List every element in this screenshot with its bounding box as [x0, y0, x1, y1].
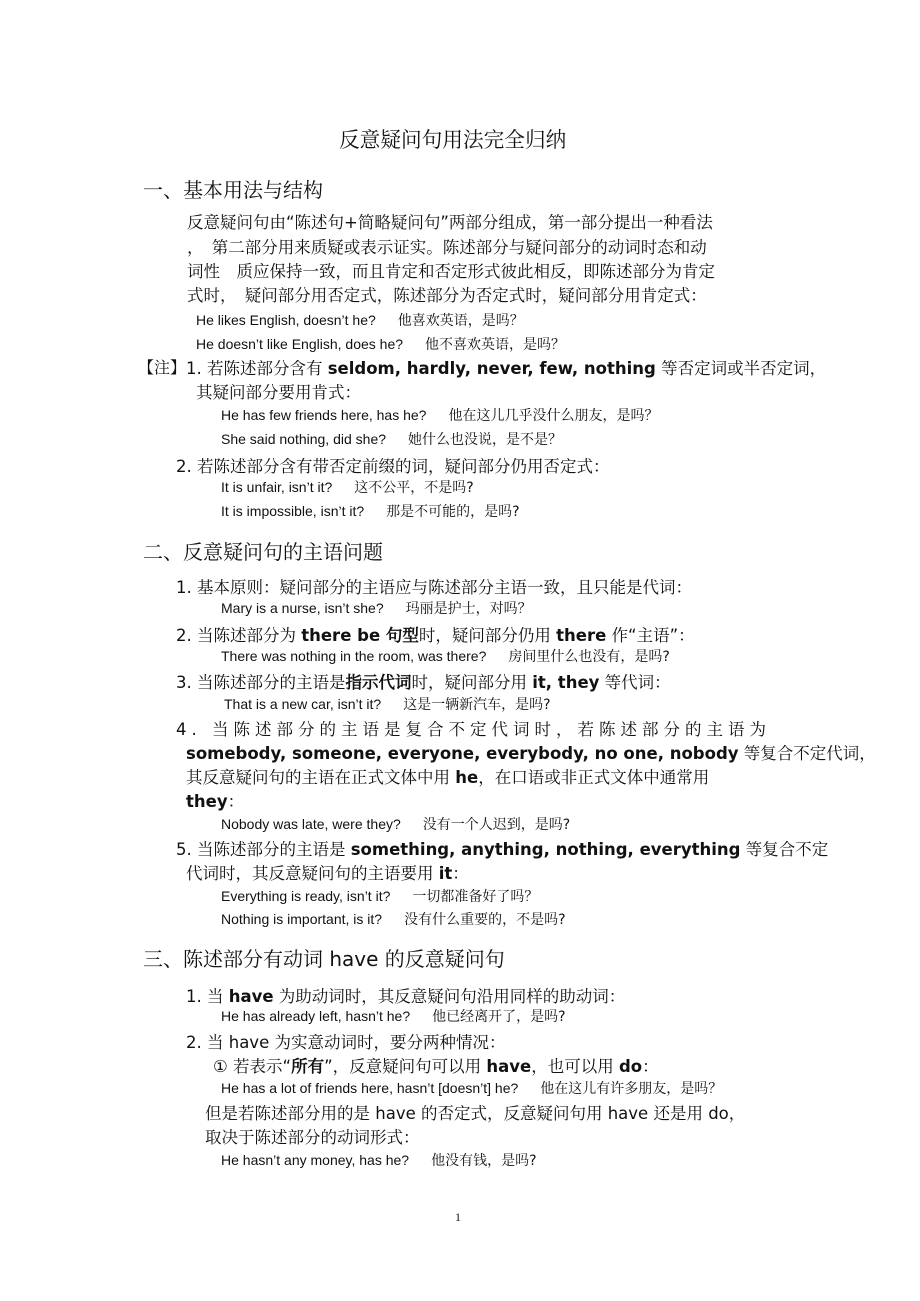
example-line — [221, 477, 474, 497]
paragraph-line — [186, 860, 469, 884]
text: 3. 当陈述部分的主语是 — [176, 673, 346, 692]
paragraph-line: 式时， 疑问部分用否定式，陈述部分为否定式时，疑问部分用肯定式： — [187, 286, 707, 305]
text: 代词时，其反意疑问句的主语要用 — [186, 864, 439, 883]
paragraph-line: 反意疑问句由“陈述句+简略疑问句”两部分组成，第一部分提出一种看法 — [187, 213, 713, 232]
text: ，在口语或非正式文体中通常用 — [478, 768, 710, 787]
example-line — [221, 429, 562, 449]
example-chinese: 房间里什么也没有，是吗? — [508, 649, 670, 665]
example-chinese: 他没有钱，是吗? — [431, 1153, 537, 1169]
example-english: He has a lot of friends here, hasn’t [doesn’t] he? — [221, 1080, 519, 1096]
example-english: It is impossible, isn’t it? — [221, 503, 365, 519]
text: 时，疑问部分用 — [411, 673, 533, 692]
example-english: He has few friends here, has he? — [221, 407, 427, 423]
example-line — [221, 1078, 722, 1098]
list-item: 1. 基本原则：疑问部分的主语应与陈述部分主语一致，且只能是代词： — [176, 578, 692, 597]
example-chinese: 他已经离开了，是吗? — [432, 1009, 566, 1025]
example-line — [221, 598, 532, 618]
text: 1. 当 — [186, 987, 229, 1006]
note-item — [186, 355, 826, 379]
example-line — [221, 646, 670, 666]
list-item — [176, 669, 671, 693]
text: ： — [642, 1057, 659, 1076]
bold-text: it — [438, 864, 453, 883]
bold-text: 所有 — [291, 1057, 325, 1076]
section-heading: 三、陈述部分有动词 have 的反意疑问句 — [143, 947, 505, 971]
text: 作“主语”： — [606, 626, 695, 645]
example-chinese: 她什么也没说，是不是？ — [408, 432, 563, 448]
text: ： — [452, 864, 469, 883]
list-item — [176, 836, 828, 860]
example-english: It is unfair, isn’t it? — [221, 479, 333, 495]
text: ”，反意疑问句可以用 — [324, 1057, 487, 1076]
example-chinese: 这不公平，不是吗? — [354, 480, 474, 496]
example-chinese: 他在这儿有许多朋友，是吗？ — [540, 1081, 723, 1097]
example-english: That is a new car, isn’t it? — [224, 696, 382, 712]
list-item — [176, 622, 695, 646]
bold-text: have — [228, 987, 274, 1006]
paragraph-line — [186, 740, 876, 764]
list-item — [186, 983, 625, 1007]
example-line — [221, 501, 520, 521]
example-english: Nobody was late, were they? — [221, 816, 401, 832]
section-heading: 二、反意疑问句的主语问题 — [143, 540, 383, 564]
example-english: Everything is ready, isn’t it? — [221, 888, 391, 904]
example-chinese: 没有什么重要的，不是吗? — [404, 912, 566, 928]
text: 2. 当陈述部分为 — [176, 626, 302, 645]
bold-text: somebody, someone, everyone, everybody, no one, nobody — [186, 744, 739, 763]
note-item: 2. 若陈述部分含有带否定前缀的词，疑问部分仍用否定式： — [176, 457, 610, 476]
bold-text: there be 句型 — [301, 626, 419, 645]
paragraph-line: 但是若陈述部分用的是 have 的否定式，反意疑问句用 have 还是用 do， — [205, 1104, 746, 1123]
example-english: There was nothing in the room, was there? — [221, 648, 487, 664]
paragraph-line: 其疑问部分要用肯式： — [196, 383, 361, 402]
paragraph-line: 取决于陈述部分的动词形式： — [205, 1128, 420, 1147]
bold-text: he — [455, 768, 479, 787]
section-heading: 一、基本用法与结构 — [143, 178, 323, 202]
example-line — [196, 334, 565, 354]
example-line — [221, 405, 658, 425]
text: 等复合不定代词， — [738, 744, 876, 763]
list-item: 2. 当 have 为实意动词时，要分两种情况： — [186, 1033, 506, 1052]
bold-text: there — [556, 626, 607, 645]
text: ，也可以用 — [531, 1057, 619, 1076]
example-line — [221, 814, 570, 834]
bold-text: something, anything, nothing, everything — [350, 840, 741, 859]
text: 等复合不定 — [740, 840, 829, 859]
example-line — [221, 909, 566, 929]
sub-item — [213, 1053, 659, 1077]
example-chinese: 他不喜欢英语，是吗？ — [425, 337, 566, 353]
bold-text: it, they — [532, 673, 600, 692]
example-line — [221, 1150, 537, 1170]
paragraph-line: 词性 质应保持一致，而且肯定和否定形式彼此相反，即陈述部分为肯定 — [187, 262, 715, 281]
document-title: 反意疑问句用法完全归纳 — [338, 128, 567, 152]
example-chinese: 这是一辆新汽车，是吗? — [403, 697, 551, 713]
list-item: 4. 当陈述部分的主语是复合不定代词时，若陈述部分的主语为 — [176, 720, 771, 739]
page-number: 1 — [455, 1210, 461, 1224]
text: ① 若表示“ — [213, 1057, 292, 1076]
example-english: He likes English, doesn’t he? — [196, 312, 376, 328]
paragraph-line — [186, 764, 709, 788]
example-chinese: 没有一个人迟到，是吗? — [422, 817, 571, 833]
text: 时，疑问部分仍用 — [418, 626, 557, 645]
paragraph-line — [186, 788, 244, 812]
paragraph-line: ， 第二部分用来质疑或表示证实。陈述部分与疑问部分的动词时态和动 — [187, 238, 707, 257]
example-english: Mary is a nurse, isn’t she? — [221, 600, 384, 616]
example-english: Nothing is important, is it? — [221, 911, 383, 927]
example-line — [196, 310, 524, 330]
bold-text: have — [486, 1057, 532, 1076]
example-chinese: 那是不可能的，是吗? — [386, 504, 520, 520]
example-line — [221, 1006, 566, 1026]
text: 为助动词时，其反意疑问句沿用同样的助动词： — [273, 987, 626, 1006]
example-english: She said nothing, did she? — [221, 431, 387, 447]
example-line — [224, 694, 551, 714]
example-chinese: 一切都准备好了吗？ — [412, 889, 539, 905]
example-chinese: 玛丽是护士，对吗？ — [405, 601, 532, 617]
example-english: He doesn’t like English, does he? — [196, 336, 404, 352]
example-english: He hasn’t any money, has he? — [221, 1152, 410, 1168]
text: 其反意疑问句的主语在正式文体中用 — [186, 768, 456, 787]
example-line — [221, 886, 538, 906]
bold-text: 指示代词 — [345, 673, 412, 692]
bold-text: they — [186, 792, 228, 811]
bold-text: seldom, hardly, never, few, nothing — [327, 359, 656, 378]
example-chinese: 他在这儿几乎没什么朋友，是吗？ — [448, 408, 659, 424]
text: 等否定词或半否定词， — [655, 359, 827, 378]
example-chinese: 他喜欢英语，是吗？ — [397, 313, 524, 329]
example-english: He has already left, hasn’t he? — [221, 1008, 411, 1024]
text: 5. 当陈述部分的主语是 — [176, 840, 351, 859]
text: ： — [227, 792, 245, 811]
bold-text: do — [618, 1057, 643, 1076]
text: 1. 若陈述部分含有 — [186, 359, 328, 378]
text: 等代词： — [599, 673, 671, 692]
note-tag: 【注】 — [138, 358, 187, 377]
